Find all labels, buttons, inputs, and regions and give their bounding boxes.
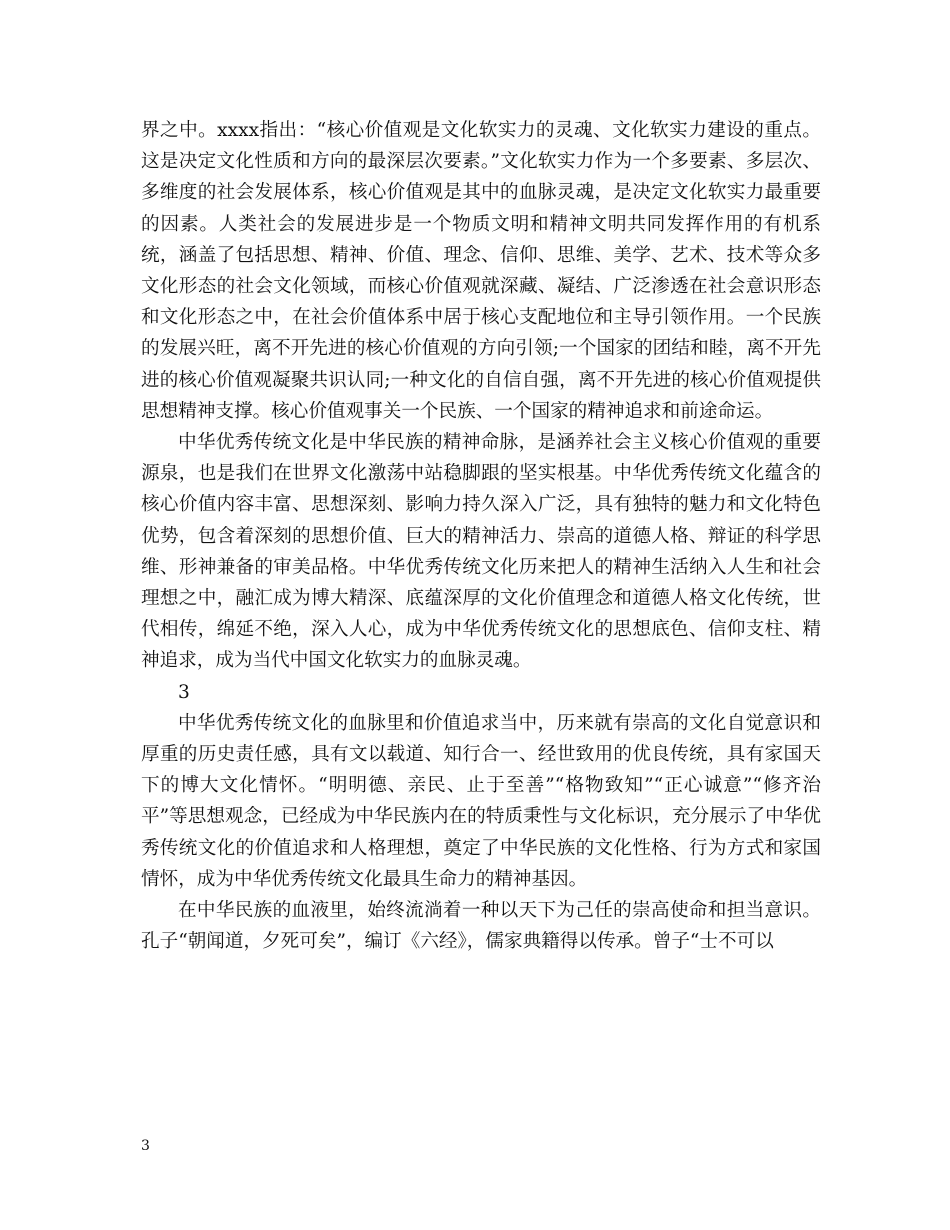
section-number: 3 (178, 681, 190, 703)
paragraph-cultural-consciousness: 中华优秀传统文化的血脉里和价值追求当中，历来就有崇高的文化自觉意识和厚重的历史责任感，具有文以载道、知行合一、经世致用的优良传统，具有家国天下的博大文化情怀。“明明德、亲民、止于至善”“格物致知”“正心诚意”“修齐治平”等思想观念，已经成为中华民族内在的特质秉性与文化标识，充分展示了中华优秀传统文化的价值追求和人格理想，奠定了中华民族的文化性格、行为方式和家国情怀，成为中华优秀传统文化最具生命力的精神基因。 (141, 712, 821, 890)
paragraph-mission-responsibility: 在中华民族的血液里，始终流淌着一种以天下为己任的崇高使命和担当意识。孔子“朝闻道，夕死可矣”，编订《六经》，儒家典籍得以传承。曾子“士不可以 (141, 900, 821, 953)
page-number: 3 (141, 1138, 150, 1154)
body-text (141, 115, 821, 957)
paragraph-core-values: 界之中。xxxx指出：“核心价值观是文化软实力的灵魂、文化软实力建设的重点。这是决定文化性质和方向的最深层次要素。”文化软实力作为一个多要素、多层次、多维度的社会发展体系，核心价值观是其中的血脉灵魂，是决定文化软实力最重要的因素。人类社会的发展进步是一个物质文明和精神文明共同发挥作用的有机系统，涵盖了包括思想、精神、价值、理念、信仰、思维、美学、艺术、技术等众多文化形态的社会文化领域，而核心价值观就深藏、凝结、广泛渗透在社会意识形态和文化形态之中，在社会价值体系中居于核心支配地位和主导引领作用。一个民族的发展兴旺，离不开先进的核心价值观的方向引领;一个国家的团结和睦，离不开先进的核心价值观凝聚共识认同;一种文化的自信自强，离不开先进的核心价值观提供思想精神支撑。核心价值观事关一个民族、一个国家的精神追求和前途命运。 (141, 120, 821, 422)
paragraph-traditional-culture: 中华优秀传统文化是中华民族的精神命脉，是涵养社会主义核心价值观的重要源泉，也是我们在世界文化激荡中站稳脚跟的坚实根基。中华优秀传统文化蕴含的核心价值内容丰富、思想深刻、影响力持久深入广泛，具有独特的魅力和文化特色优势，包含着深刻的思想价值、巨大的精神活力、崇高的道德人格、辩证的科学思维、形神兼备的审美品格。中华优秀传统文化历来把人的精神生活纳入人生和社会理想之中，融汇成为博大精深、底蕴深厚的文化价值理念和道德人格文化传统，世代相传，绵延不绝，深入人心，成为中华优秀传统文化的思想底色、信仰支柱、精神追求，成为当代中国文化软实力的血脉灵魂。 (141, 432, 821, 672)
